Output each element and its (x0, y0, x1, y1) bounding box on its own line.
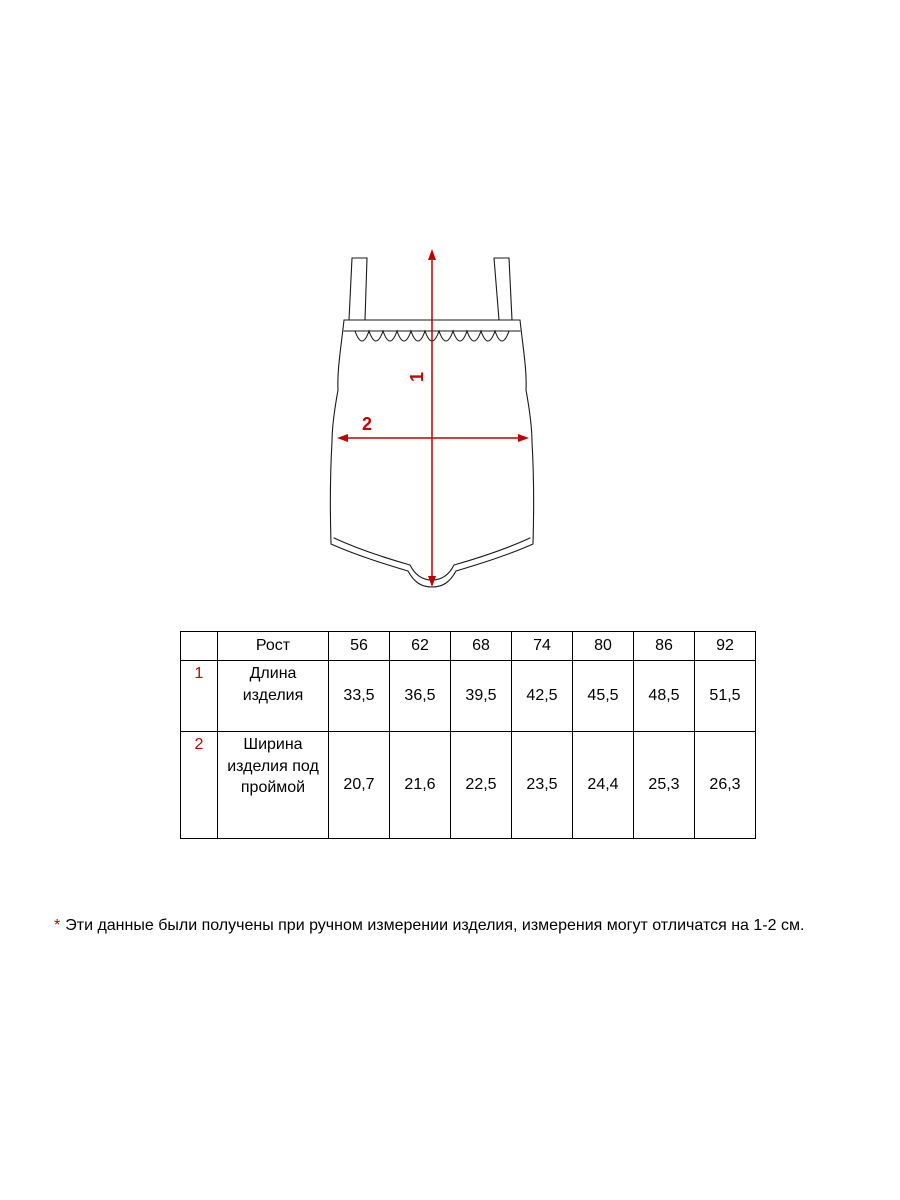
footnote-text: Эти данные были получены при ручном измерении изделия, измерения могут отличатся на 1-2 см. (65, 917, 805, 934)
header-cell-size: 92 (695, 632, 756, 661)
value-cell: 48,5 (634, 661, 695, 732)
arrowhead-up (428, 249, 436, 260)
table-header-row (181, 632, 756, 661)
measure-label-2: 2 (361, 414, 373, 434)
arrowhead-left (337, 434, 348, 442)
header-cell-rost: Рост (218, 632, 329, 661)
row-label-width: Ширина изделия под проймой (218, 732, 329, 839)
value-cell: 42,5 (512, 661, 573, 732)
length-arrow (407, 249, 436, 587)
row-label-length: Длина изделия (218, 661, 329, 732)
arrowhead-right (518, 434, 529, 442)
value-cell: 25,3 (634, 732, 695, 839)
header-cell-size: 86 (634, 632, 695, 661)
value-cell: 33,5 (329, 661, 390, 732)
right-strap (494, 258, 499, 320)
value-cell: 20,7 (329, 732, 390, 839)
garment-drawing (318, 244, 548, 594)
width-arrow (337, 414, 529, 442)
header-cell-size: 74 (512, 632, 573, 661)
value-cell: 45,5 (573, 661, 634, 732)
value-cell: 39,5 (451, 661, 512, 732)
header-cell-size: 62 (390, 632, 451, 661)
value-cell: 22,5 (451, 732, 512, 839)
footnote (54, 916, 804, 937)
value-cell: 24,4 (573, 732, 634, 839)
table-row-width (181, 732, 756, 839)
header-cell-empty (181, 632, 218, 661)
row-number: 1 (181, 661, 218, 732)
value-cell: 26,3 (695, 732, 756, 839)
garment-diagram (318, 244, 548, 594)
value-cell: 21,6 (390, 732, 451, 839)
footnote-asterisk: * (54, 917, 61, 934)
table-row-length (181, 661, 756, 732)
header-cell-size: 56 (329, 632, 390, 661)
value-cell: 23,5 (512, 732, 573, 839)
left-strap (349, 258, 352, 320)
value-cell: 36,5 (390, 661, 451, 732)
measure-label-1: 1 (407, 371, 427, 383)
arrowhead-down (428, 576, 436, 587)
value-cell: 51,5 (695, 661, 756, 732)
header-cell-size: 80 (573, 632, 634, 661)
header-cell-size: 68 (451, 632, 512, 661)
size-table (180, 631, 756, 839)
row-number: 2 (181, 732, 218, 839)
